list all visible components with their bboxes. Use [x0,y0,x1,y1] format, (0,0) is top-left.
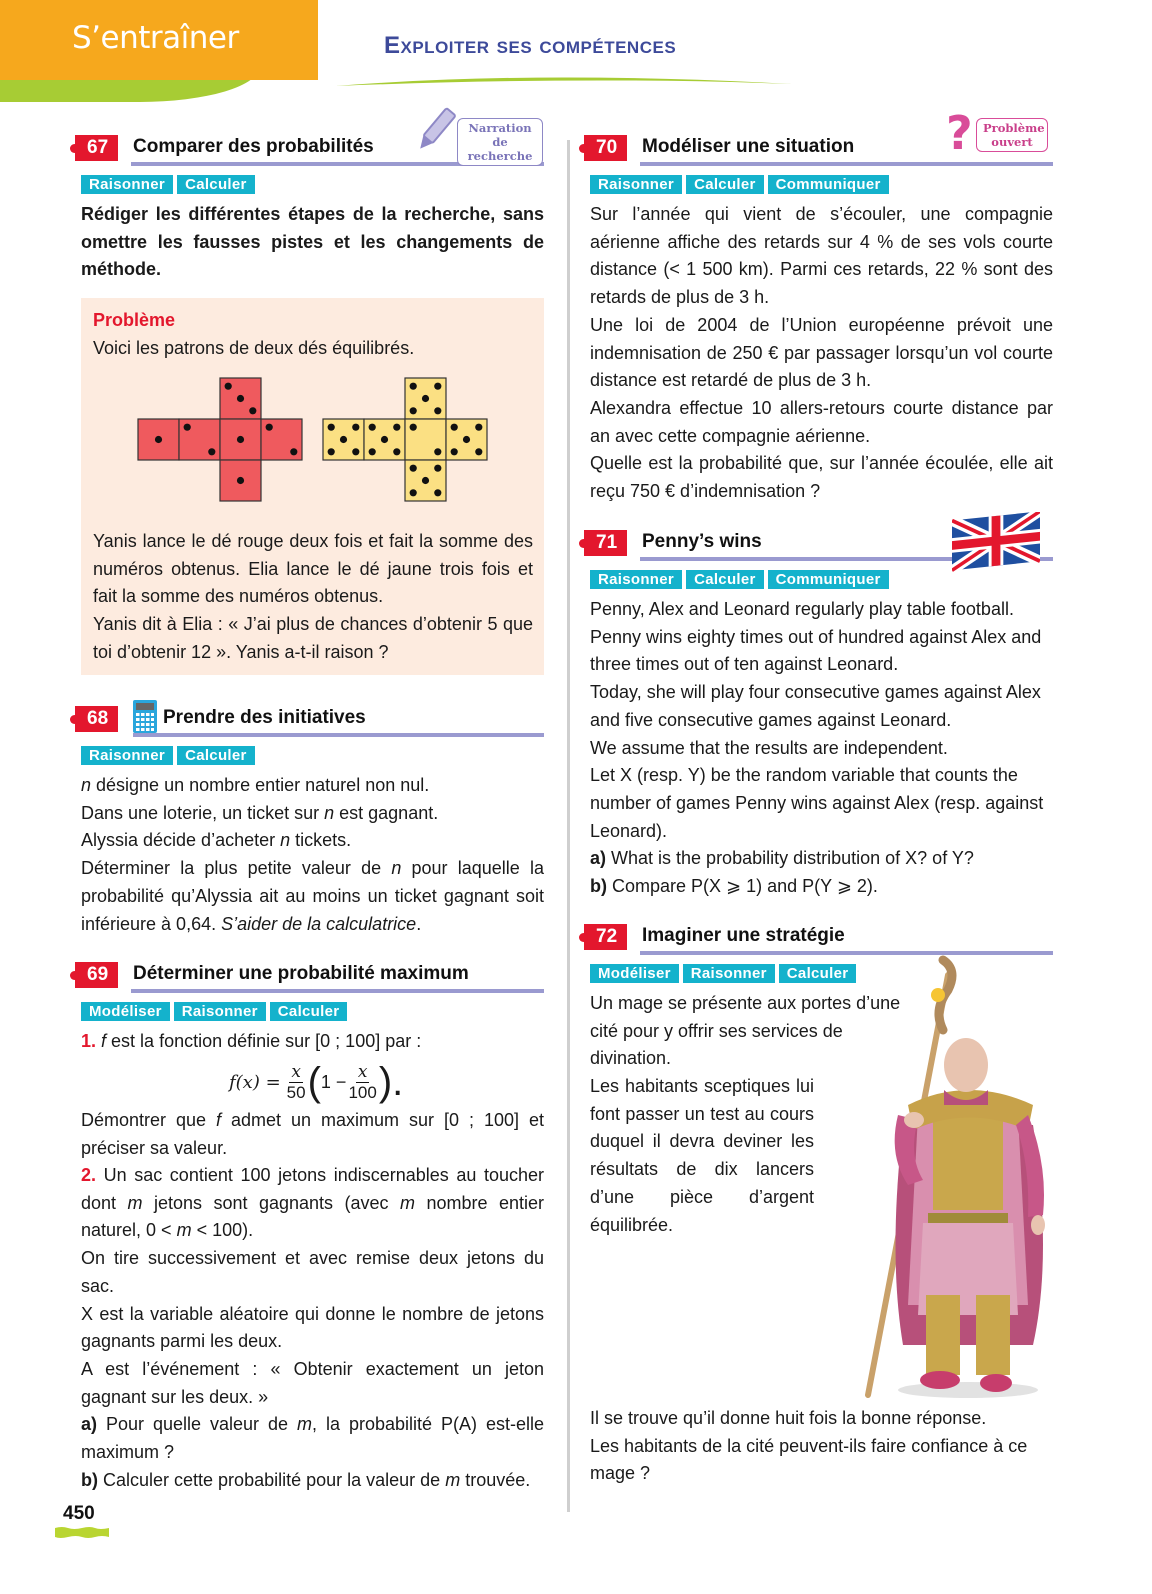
red-die-face-bottom [220,460,261,501]
die-pip [328,424,335,431]
die-pip [249,407,256,414]
die-pip [410,465,417,472]
die-pip [352,424,359,431]
skill-tag: Raisonner [590,570,682,589]
formula-term: 1 − [320,1071,347,1092]
formula [229,1056,403,1108]
skill-tag: Calculer [779,964,857,983]
text: Déterminer la plus petite valeur de [81,858,392,879]
exercise-title: Prendre des initiatives [163,707,366,728]
formula-lhs: f(x) = [229,1071,281,1093]
die-pip [237,477,244,484]
die-pip [475,424,482,431]
yellow-die-face-row-4 [446,419,487,460]
skill-tag: Communiquer [768,175,889,194]
variable: n [280,830,291,851]
exercise-body [81,772,544,938]
die-pip [410,424,417,431]
variable: f [101,1031,107,1051]
closing-text [590,1405,1053,1488]
skill-tag: Modéliser [81,1002,170,1021]
fraction [285,1062,308,1103]
die-pip [451,424,458,431]
exercise-number: 69 [75,962,118,988]
paragraph: Let X (resp. Y) be the random variable that counts the number of games Penny wins against Alex (resp. against Leonard). [590,765,1044,841]
open-problem-badge [976,118,1048,152]
text: Alyssia décide d’acheter [81,830,281,851]
skill-tag: Raisonner [683,964,775,983]
exercise-title: Penny’s wins [642,531,762,552]
paragraph: A est l’événement : « Obtenir exactement un jeton gagnant sur les deux. » [81,1358,544,1407]
exercise-title: Comparer des probabilités [133,136,374,157]
paragraph: Penny, Alex and Leonard regularly play table football. [590,599,1014,619]
red-die-face-row-1 [138,419,179,460]
text: pour laquelle la probabilité qu’Alyssia ait au moins un ticket gagnant soit inférieure à 0,64. [81,858,545,934]
text: Calculer cette probabilité pour la valeur de [98,1469,446,1490]
paragraph: Une loi de 2004 de l’Union européenne prévoit une indemnisation de 250 € par passager lorsqu’un vol courte distance est retardé de plus de 3 h. [590,314,1053,391]
text: Démontrer que [81,1110,217,1130]
paragraph: On tire successivement et avec remise deux jetons du sac. [81,1248,544,1296]
die-pip [393,448,400,455]
exercise-body [590,596,1053,901]
text: trouvée. [460,1469,531,1490]
die-pip [422,395,429,402]
fraction [346,1062,378,1103]
skill-tags [590,570,889,589]
paragraph: We assume that the results are independent. [590,737,948,758]
subquestion-label: b) [81,1469,98,1490]
skill-tag: Calculer [270,1002,348,1021]
die-pip [434,489,441,496]
text: jetons sont gagnants (avec [142,1192,400,1213]
problem-paragraph-1: Yanis lance le dé rouge deux fois et fait la somme des numéros obtenus. Elia lance le dé jaune trois fois et fait la somme des numéros obtenus. [93,531,533,607]
variable: m [400,1192,415,1213]
question-1 [81,1028,544,1056]
paragraph: Sur l’année qui vient de s’écouler, une compagnie aérienne affiche des retards sur 4 % de ses vols courte distance (< 1 500 km). Parmi ces retards, 22 % sont des retards de plus de 3 h. [590,204,1053,308]
question-number: 2. [81,1165,97,1185]
badge-line-2: de recherche [467,135,533,163]
dice-nets [81,368,544,508]
text: est gagnant. [334,802,439,823]
die-pip [410,383,417,390]
page-number-wave-decoration [55,1526,109,1538]
subquestion-label: a) [590,848,607,869]
variable: n [391,858,402,879]
skill-tag: Calculer [177,746,255,765]
die-pip [410,407,417,414]
paragraph: X est la variable aléatoire qui donne le nombre de jetons gagnants parmi les deux. [81,1303,544,1352]
skill-tag: Communiquer [768,570,889,589]
section-tab-label: S’entraîner [72,20,239,56]
die-pip [434,407,441,414]
exercise-number: 68 [75,706,118,732]
problem-paragraph-2: Yanis dit à Elia : « J’ai plus de chances d’obtenir 5 que toi d’obtenir 12 ». Yanis a-t-il raison ? [93,614,533,662]
text: désigne un nombre entier naturel non nul. [91,775,430,795]
badge-line-2: ouvert [991,135,1033,149]
text: Un sac contient 100 jetons indiscernables au toucher dont [81,1165,544,1213]
skill-tag: Calculer [686,570,764,589]
variable: m [445,1469,461,1490]
numerator: x [357,1061,368,1082]
die-pip [184,424,191,431]
question-2 [81,1162,544,1494]
die-pip [393,424,400,431]
narration-badge [457,118,543,166]
yellow-die-face-bottom [405,460,446,501]
badge-line-1: Narration [468,121,532,135]
yellow-die-face-row-2 [364,419,405,460]
yellow-die-face-row-3 [405,419,446,460]
paragraph: Les habitants de la cité peuvent-ils faire confiance à ce mage ? [590,1435,1028,1484]
calculator-icon [133,700,157,733]
text: Pour quelle valeur de [97,1414,297,1435]
die-pip [237,436,244,443]
text: nombre entier naturel, 0 < [81,1192,544,1241]
problem-label: Problème [93,310,176,330]
yellow-die-face-top [405,378,446,419]
die-pip [451,448,458,455]
exercise-header [81,706,544,738]
page-number: 450 [63,1503,95,1524]
skill-tag: Raisonner [174,1002,266,1021]
problem-box [81,298,544,675]
die-pip [225,383,232,390]
text: tickets. [290,830,352,851]
text: < 100). [191,1220,254,1241]
variable: m [176,1220,192,1241]
skill-tags [81,1002,347,1021]
wizard-illustration [848,955,1058,1405]
subquestion-label: a) [81,1414,98,1435]
text: . [416,913,422,934]
yellow-die-face-row-1 [323,419,364,460]
text: est la fonction définie sur [0 ; 100] par : [106,1031,422,1051]
die-pip [434,448,441,455]
numerator: x [291,1061,301,1082]
title-rule [640,162,1053,166]
skill-tag: Raisonner [590,175,682,194]
red-die-face-top [220,378,261,419]
die-pip [434,465,441,472]
text: Compare P(X ⩾ 1) and P(Y ⩾ 2). [607,876,878,897]
red-die-face-row-2 [179,419,220,460]
denominator: 50 [286,1082,306,1102]
column-divider [567,140,570,1512]
red-die-face-row-4 [261,419,302,460]
variable: n [81,775,92,795]
text: , la probabilité P(A) est-elle maximum ? [81,1414,544,1463]
question-mark-icon: ? [946,106,973,160]
exercise-intro: Rédiger les différentes étapes de la recherche, sans omettre les fausses pistes et les changements de méthode. [81,204,544,280]
skill-tag: Modéliser [590,964,679,983]
skill-tag: Raisonner [81,746,173,765]
paragraph: Il se trouve qu’il donne huit fois la bonne réponse. [590,1408,987,1428]
variable: m [127,1192,143,1213]
hint: S’aider de la calculatrice [221,913,417,934]
pencil-icon [411,106,459,156]
exercise-title: Modéliser une situation [642,136,855,157]
paren: ( [307,1060,321,1104]
die-pip [266,424,273,431]
die-pip [463,436,470,443]
paragraph: Alexandra effectue 10 allers-retours courte distance par an avec cette compagnie aérienne. [590,397,1053,446]
exercise-header [590,924,1053,956]
skill-tags [590,964,856,983]
die-pip [155,436,162,443]
paragraph: Today, she will play four consecutive games against Alex and five consecutive games against Leonard. [590,682,1041,730]
badge-line-1: Problème [983,121,1045,135]
exercise-number: 71 [584,530,627,556]
denominator: 100 [348,1082,377,1102]
die-pip [369,448,376,455]
die-pip [434,383,441,390]
paragraph: Penny wins eighty times out of hundred against Alex and three times out of ten against Leonard. [590,626,1042,675]
skill-tag: Calculer [177,175,255,194]
question-1-follow [81,1107,544,1162]
skill-tags [590,175,889,194]
uk-flag-icon [952,512,1040,576]
die-pip [381,436,388,443]
title-swoosh-decoration [336,72,792,88]
paragraph: Quelle est la probabilité que, sur l’année écoulée, elle ait reçu 750 € d’indemnisation ? [590,453,1053,502]
skill-tags [81,746,255,765]
question-number: 1. [81,1031,97,1051]
skill-tag: Calculer [686,175,764,194]
die-pip [208,448,215,455]
die-pip [352,448,359,455]
title-rule [131,989,544,993]
exercise-number: 70 [584,135,627,161]
die-pip [340,436,347,443]
die-pip [237,395,244,402]
exercise-header [81,962,544,994]
skill-tag: Raisonner [81,175,173,194]
variable: m [297,1414,312,1435]
red-die-face-row-3 [220,419,261,460]
skill-tags [81,175,255,194]
subquestion-label: b) [590,876,607,897]
paren: ). [378,1060,404,1104]
variable: n [324,802,335,823]
variable: f [216,1110,222,1130]
text: What is the probability distribution of X? of Y? [606,848,974,869]
die-pip [410,489,417,496]
text: Dans une loterie, un ticket sur [81,802,325,823]
exercise-body [590,201,1053,506]
section-title: Exploiter ses compétences [384,32,677,59]
problem-line: Voici les patrons de deux dés équilibrés. [93,338,415,358]
die-pip [422,477,429,484]
text: admet un maximum sur [0 ; 100] et préciser sa valeur. [81,1110,545,1158]
die-pip [328,448,335,455]
exercise-title: Imaginer une stratégie [642,925,845,946]
exercise-number: 67 [75,135,118,161]
title-rule [133,733,544,737]
exercise-title: Déterminer une probabilité maximum [133,963,469,984]
exercise-number: 72 [584,924,627,950]
paragraph-2: Les habitants sceptiques lui font passer un test au cours duquel il devra deviner les résultats de dix lancers d’une pièce d’argent équilibrée. [590,1076,814,1235]
die-pip [290,448,297,455]
die-pip [475,448,482,455]
paragraph-1: Un mage se présente aux portes d’une cité pour y offrir ses services de divination. [590,993,901,1069]
die-pip [369,424,376,431]
